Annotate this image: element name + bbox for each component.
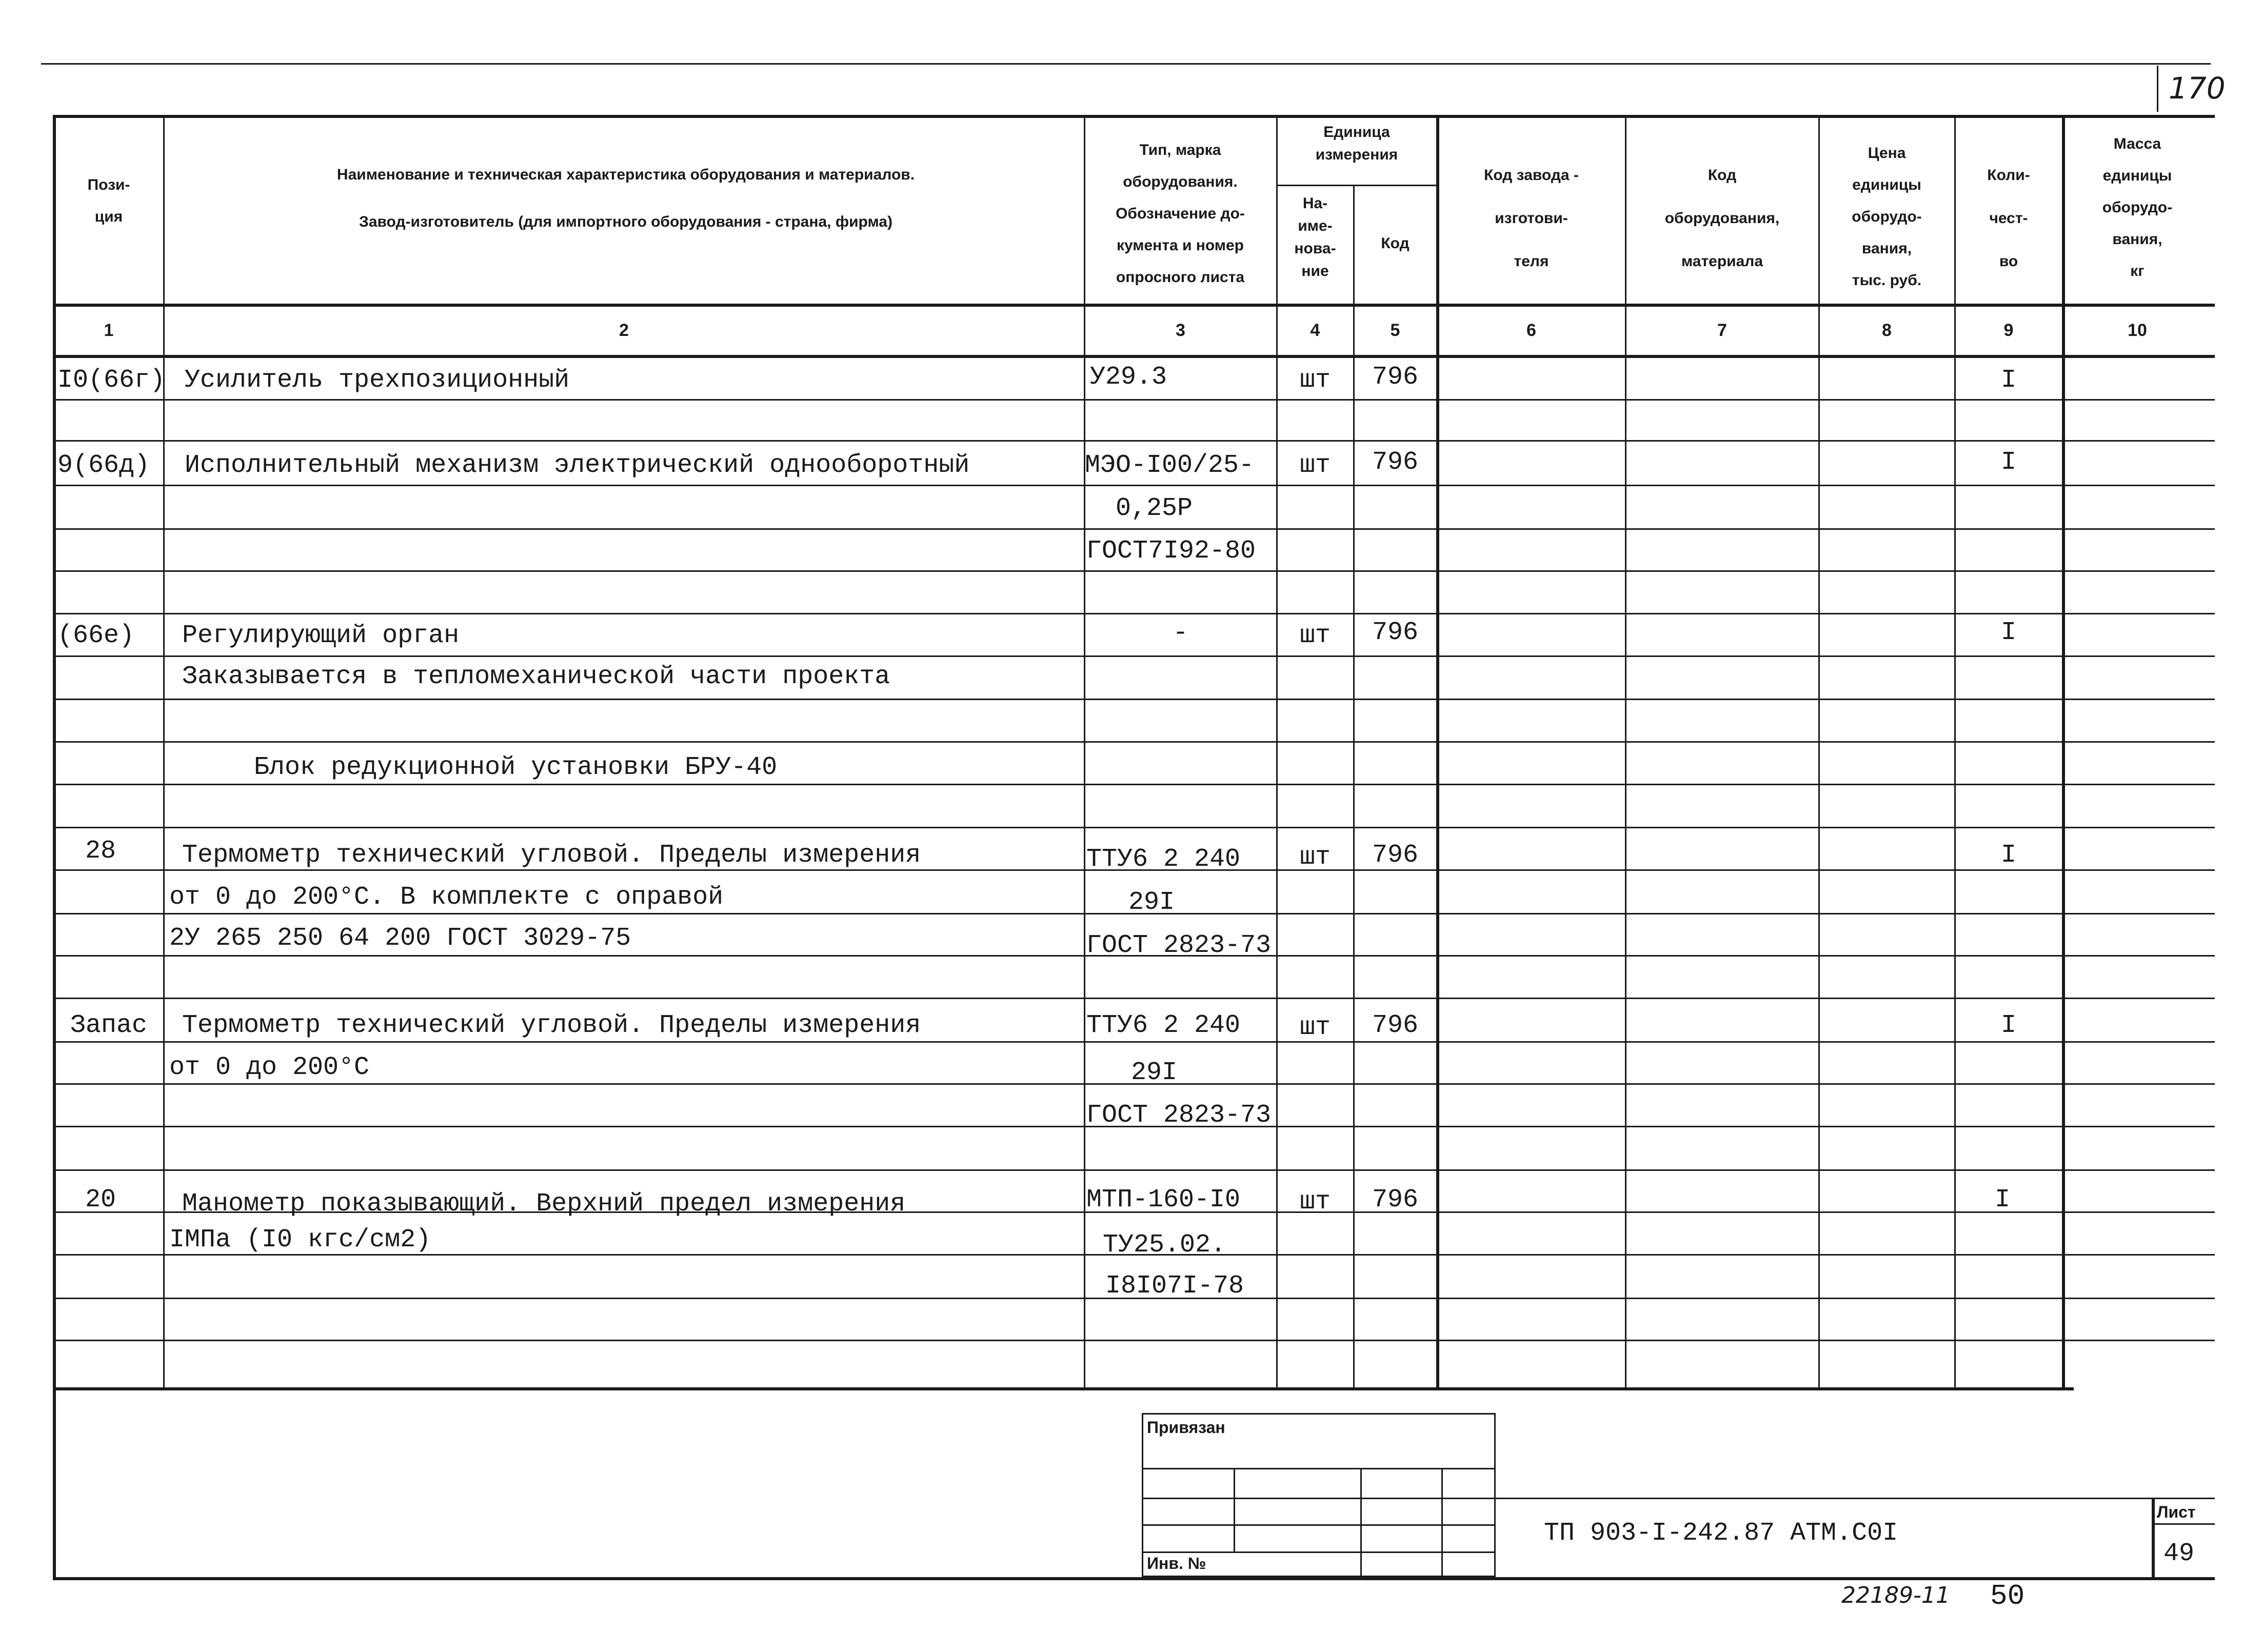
top-border-line	[41, 63, 2211, 65]
cell-position: (66е)	[57, 621, 135, 650]
stamp-divider	[1441, 1468, 1443, 1577]
cell-type: 0,25Р	[1116, 494, 1193, 523]
handwritten-page-number: 170	[2169, 71, 2226, 106]
colnum-7: 7	[1717, 321, 1727, 340]
sheet-box-left	[2152, 1498, 2155, 1579]
row-line	[53, 440, 2215, 442]
header-unit-name: На- имe- нова- ние	[1294, 195, 1336, 280]
stamp-privyazan-label: Привязан	[1147, 1418, 1225, 1437]
unit-group-divider	[1276, 185, 1436, 186]
cell-type: МЭО-I00/25-	[1085, 451, 1255, 480]
cell-type: ГОСТ 2823-73	[1086, 1101, 1272, 1130]
cell-position: 28	[85, 837, 116, 866]
stamp-code-top-line	[1496, 1498, 2215, 1499]
colnum-3: 3	[1176, 321, 1185, 340]
cell-position: 9(66д)	[57, 451, 150, 480]
cell-unit: шт	[1299, 1013, 1331, 1042]
header-unit-group: Единица измерения	[1315, 124, 1398, 163]
cell-type: ТТУ6 2 240	[1086, 845, 1241, 874]
cell-type: 29I	[1131, 1058, 1178, 1087]
header-maker-code: Код завода - изготови- теля	[1484, 167, 1579, 270]
row-line	[53, 1340, 2215, 1341]
row-line	[53, 998, 2215, 999]
header-price: Цена единицы оборудо- вания, тыс. руб.	[1852, 145, 1922, 289]
cell-qty: I	[2000, 366, 2016, 395]
cell-code: 796	[1372, 448, 1418, 477]
table-top-border	[53, 115, 2215, 118]
document-code: ТП 903-I-242.87 АТМ.С0I	[1544, 1519, 1898, 1548]
stamp-inv-label: Инв. №	[1147, 1554, 1206, 1573]
cell-type: У29.3	[1090, 363, 1167, 392]
cell-name: Термометр технический угловой. Пределы измерения	[182, 1011, 921, 1040]
colnum-6: 6	[1526, 321, 1536, 340]
cell-type: ТТУ6 2 240	[1086, 1011, 1241, 1040]
cell-name: Термометр технический угловой. Пределы измерения	[182, 841, 921, 870]
stamp-divider	[1234, 1468, 1235, 1551]
cell-qty: I	[2000, 618, 2016, 647]
cell-name: 2У 265 250 64 200 ГОСТ 3029-75	[169, 924, 631, 953]
colnum-5: 5	[1390, 321, 1400, 340]
table-bottom-border	[53, 1387, 2074, 1390]
cell-name: от 0 до 200°С. В комплекте с оправой	[169, 883, 724, 912]
stamp-divider	[1360, 1468, 1362, 1577]
cell-code: 796	[1372, 1185, 1418, 1215]
cell-type: ГОСТ 2823-73	[1086, 931, 1272, 960]
row-line	[53, 741, 2215, 743]
header-mass: Масса единицы оборудо- вания, кг	[2102, 135, 2173, 280]
colnum-4: 4	[1310, 321, 1320, 340]
cell-name: от 0 до 200°С	[169, 1053, 370, 1082]
cell-qty: I	[2000, 841, 2016, 870]
cell-unit: шт	[1299, 843, 1331, 872]
row-line	[53, 827, 2215, 828]
colnum-9: 9	[2003, 321, 2014, 340]
header-name: Наименование и техническая характеристика оборудования и материалов. Завод-изготовитель (для импортного оборудования - страна, фирма)	[336, 166, 915, 230]
sheet-box-line	[2152, 1523, 2215, 1525]
cell-position: Запас	[70, 1011, 148, 1040]
cell-name: Исполнительный механизм электрический однооборотный	[185, 451, 970, 480]
order-number: 22189-11	[1841, 1582, 1950, 1608]
cell-position: I0(66г)	[57, 366, 166, 395]
cell-code: 796	[1372, 841, 1418, 870]
row-line	[53, 1169, 2215, 1171]
footer-page-number: 50	[1990, 1580, 2025, 1613]
cell-code: 796	[1372, 1011, 1418, 1040]
cell-unit: шт	[1299, 1187, 1331, 1217]
cell-type: МТП-160-I0	[1086, 1185, 1241, 1215]
cell-name: Манометр показывающий. Верхний предел измерения	[182, 1189, 906, 1219]
colnum-8: 8	[1882, 321, 1892, 340]
cell-unit: шт	[1299, 451, 1331, 480]
cell-type: ГОСТ7I92-80	[1086, 536, 1256, 566]
cell-type: -	[1173, 619, 1188, 648]
cell-qty: I	[2000, 1011, 2016, 1040]
cell-name: Заказывается в тепломеханической части проекта	[182, 662, 890, 691]
sheet-label: Лист	[2157, 1503, 2196, 1521]
frame-bottom-border	[53, 1577, 2215, 1580]
cell-type: I8I07I-78	[1105, 1271, 1244, 1301]
colnum-2: 2	[619, 321, 629, 340]
header-quantity: Коли- чест- во	[1987, 167, 2030, 270]
cell-name: Усилитель трехпозиционный	[185, 366, 570, 395]
page-number-divider	[2157, 66, 2158, 112]
cell-qty: I	[1994, 1185, 2010, 1215]
header-position: Пози- ция	[87, 176, 130, 225]
cell-type: ТУ25.02.	[1103, 1230, 1226, 1260]
cell-name: Регулирующий орган	[182, 621, 460, 650]
row-line	[53, 699, 2215, 700]
colnum-1: 1	[104, 321, 114, 340]
cell-unit: шт	[1299, 366, 1331, 395]
colnum-10: 10	[2128, 321, 2147, 340]
header-unit-code: Код	[1381, 235, 1410, 252]
cell-name: IМПа (I0 кгс/см2)	[169, 1225, 431, 1255]
cell-position: 20	[85, 1185, 116, 1215]
cell-type: 29I	[1128, 888, 1175, 917]
sheet-number: 49	[2163, 1539, 2195, 1568]
cell-code: 796	[1372, 618, 1418, 647]
cell-code: 796	[1372, 363, 1418, 392]
cell-section-title: Блок редукционной установки БРУ-40	[254, 753, 778, 782]
header-equipment-code: Код оборудования, материала	[1664, 167, 1780, 270]
header-type: Тип, марка оборудования. Обозначение до- кумента и номер опросного листа	[1116, 142, 1245, 286]
cell-qty: I	[2000, 448, 2016, 477]
cell-unit: шт	[1299, 621, 1331, 650]
